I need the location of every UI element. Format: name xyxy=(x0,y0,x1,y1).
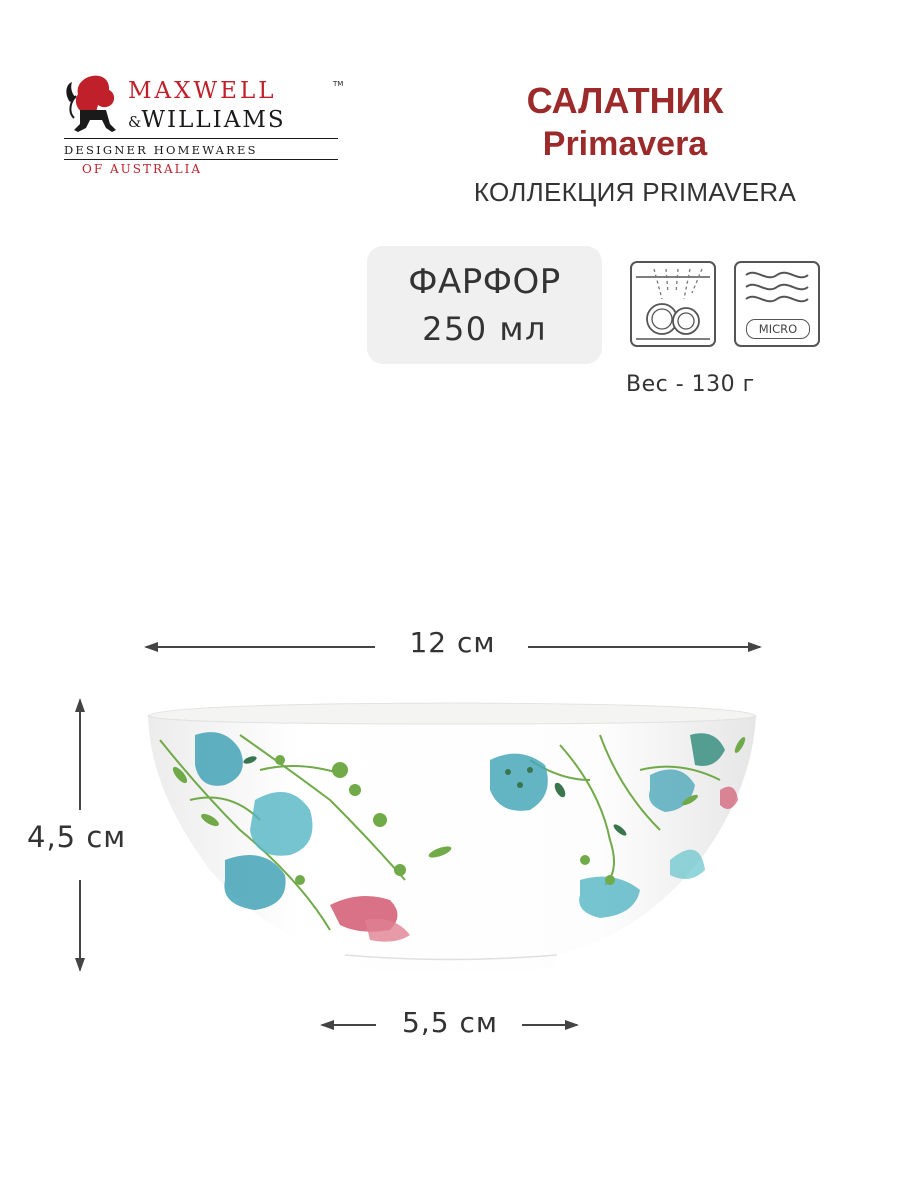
volume-label: 250 мл xyxy=(422,310,547,348)
micro-label: MICRO xyxy=(746,319,810,339)
weight-label: Вес - 130 г xyxy=(626,372,755,397)
width-dimension-label: 12 см xyxy=(380,626,525,659)
bowl-rim xyxy=(148,703,756,724)
brand-tagline: DESIGNER HOMEWARES xyxy=(64,143,258,157)
material-label: ФАРФОР xyxy=(408,262,561,302)
brand-origin: OF AUSTRALIA xyxy=(82,162,203,176)
trademark-mark: TM xyxy=(333,80,344,88)
collection-name: КОЛЛЕКЦИЯ PRIMAVERA xyxy=(473,177,797,207)
height-dimension-label: 4,5 см xyxy=(27,820,127,854)
brand-williams-text: WILLIAMS xyxy=(141,107,286,133)
base-dimension-label: 5,5 см xyxy=(402,1006,498,1039)
brand-name-maxwell: MAXWELL xyxy=(128,78,277,104)
brand-ampersand: & xyxy=(128,113,142,131)
product-name: Primavera xyxy=(542,125,708,163)
product-title: САЛАТНИК xyxy=(526,80,724,121)
